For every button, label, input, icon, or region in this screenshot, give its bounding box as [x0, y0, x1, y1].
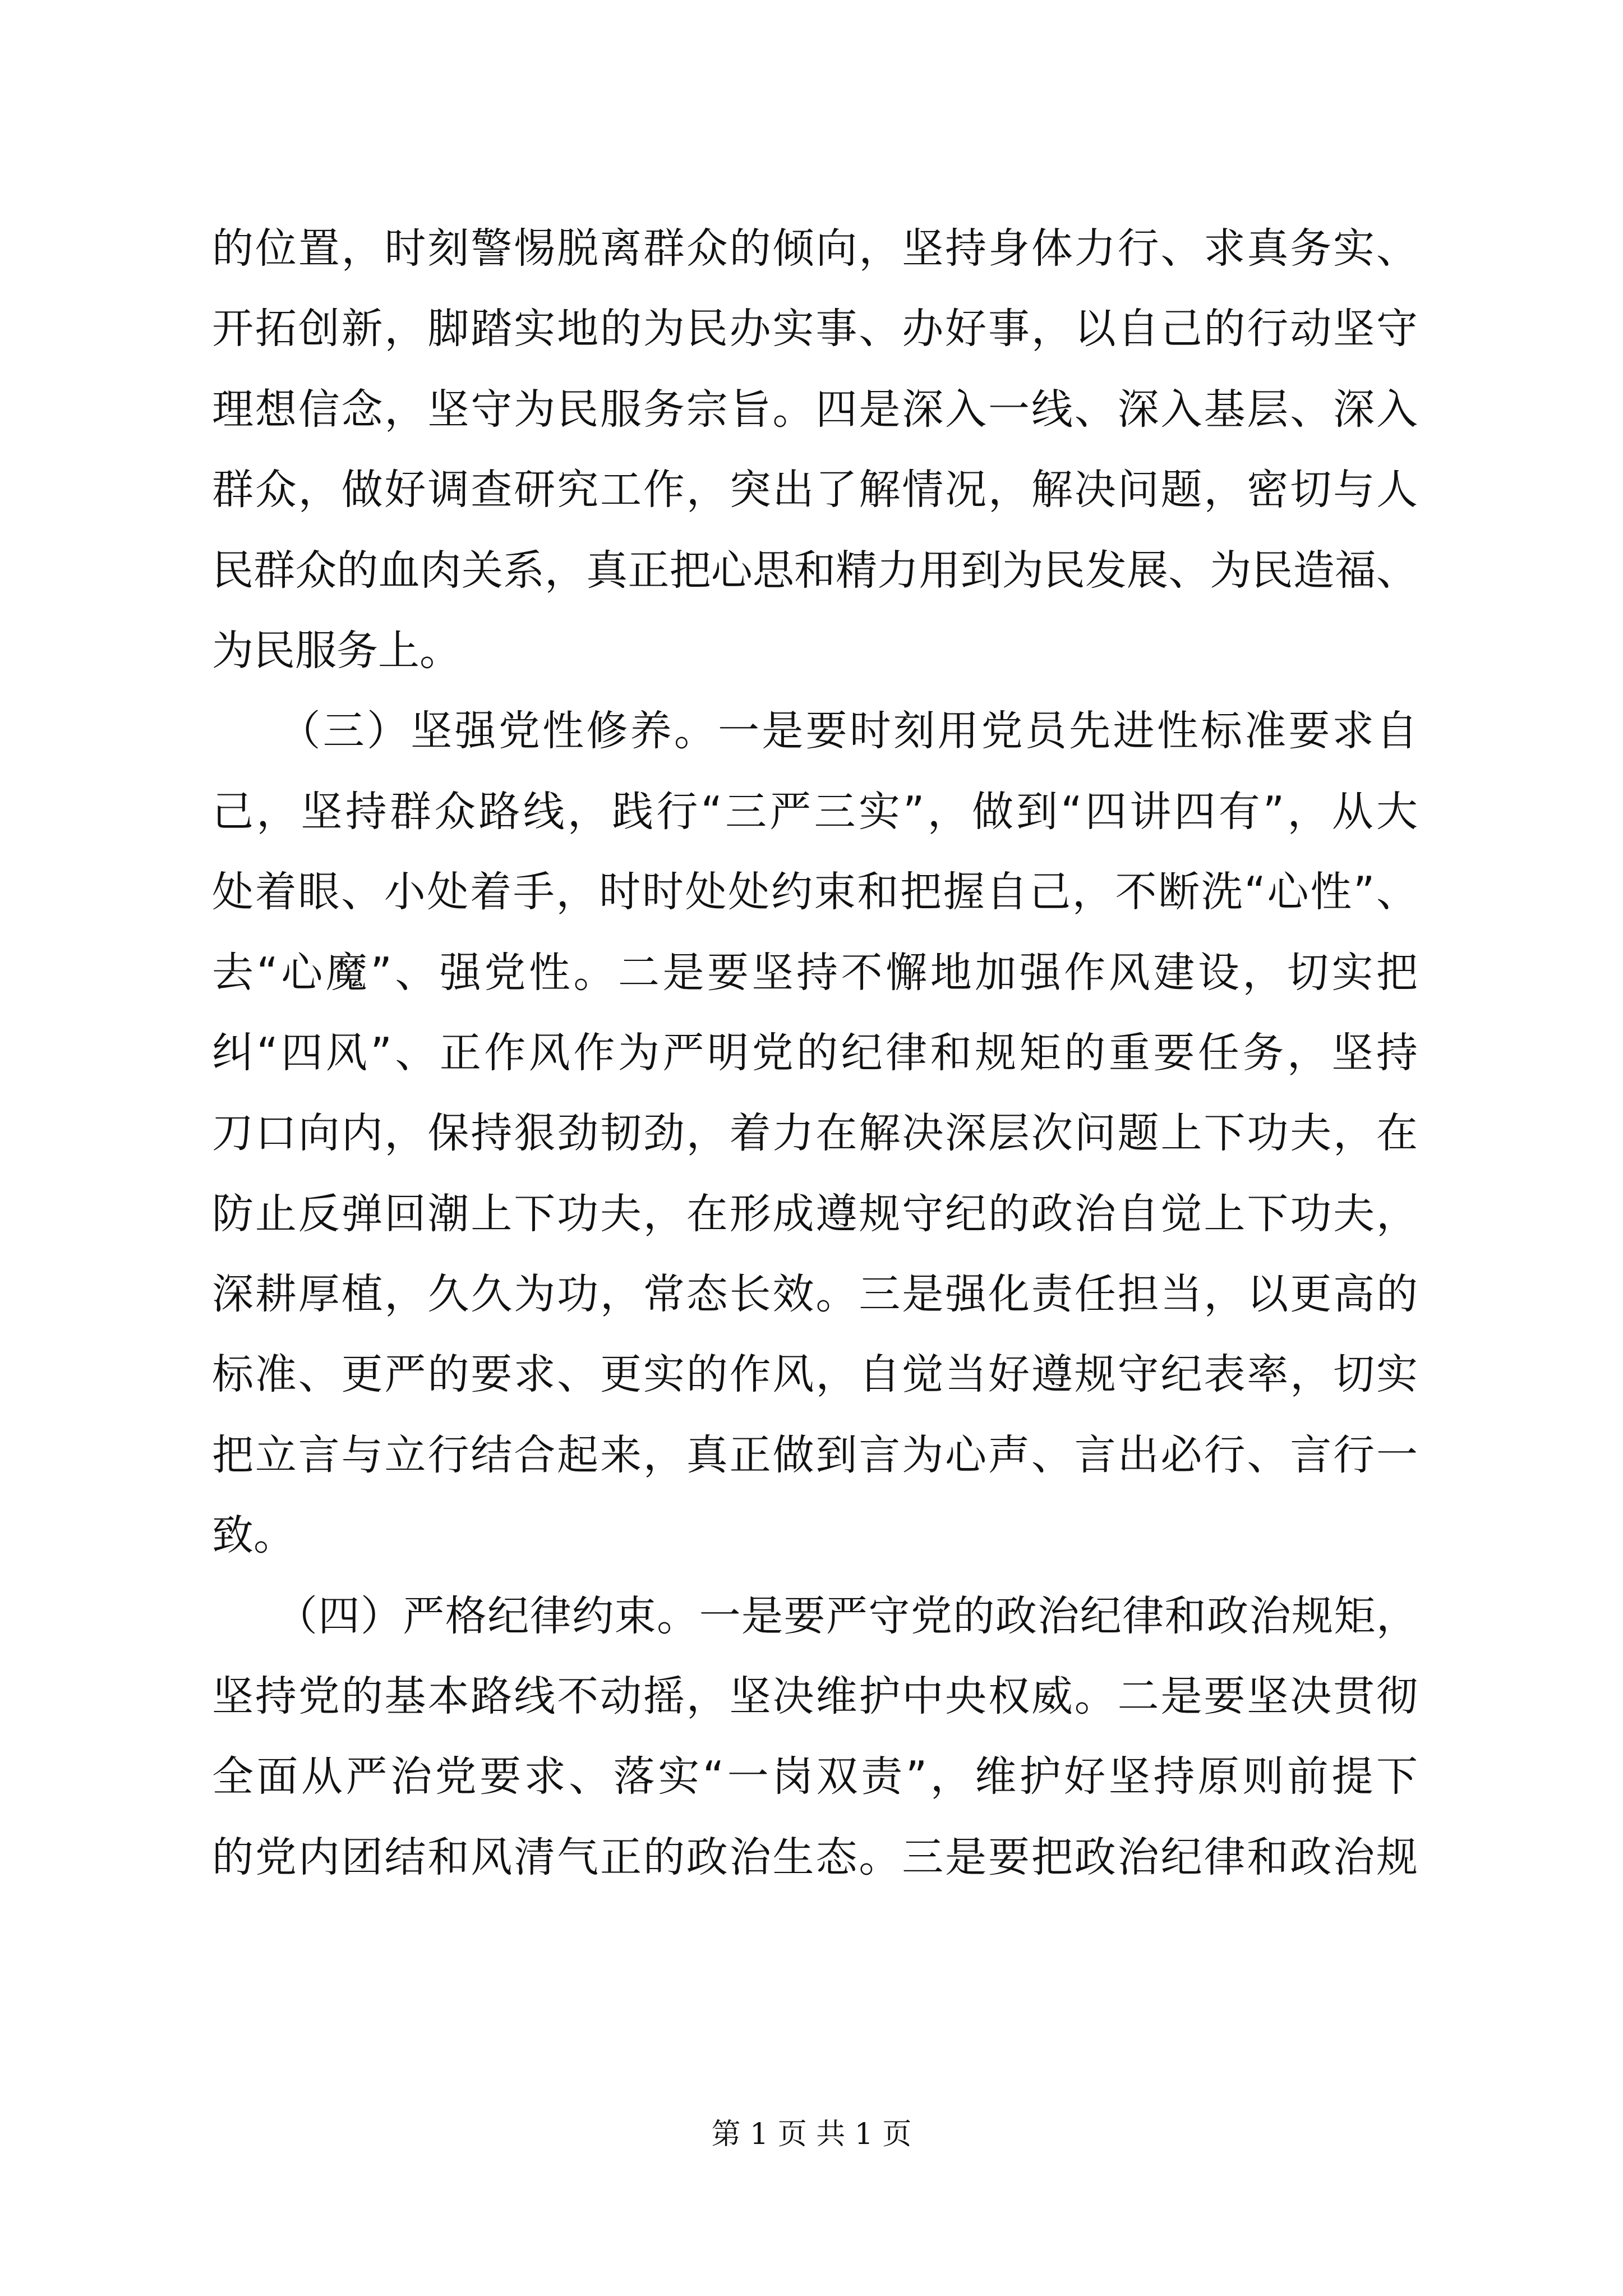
text-line: 纠“四风”、正作风作为严明党的纪律和规矩的重要任务，坚持	[212, 1028, 1418, 1077]
text-line: 全面从严治党要求、落实“一岗双责”，维护好坚持原则前提下	[212, 1752, 1418, 1801]
text-line: 坚持党的基本路线不动摇，坚决维护中央权威。二是要坚决贯彻	[212, 1672, 1418, 1721]
text-line: 民群众的血肉关系，真正把心思和精力用到为民发展、为民造福、	[212, 546, 1418, 595]
text-line: 去“心魔”、强党性。二是要坚持不懈地加强作风建设，切实把	[212, 948, 1418, 997]
text-line: 防止反弹回潮上下功夫，在形成遵规守纪的政治自觉上下功夫，	[212, 1189, 1418, 1238]
text-line: 的位置，时刻警惕脱离群众的倾向，坚持身体力行、求真务实、	[212, 224, 1418, 273]
text-line: 为民服务上。	[212, 626, 461, 675]
text-line: 把立言与立行结合起来，真正做到言为心声、言出必行、言行一	[212, 1430, 1418, 1479]
document-body	[212, 209, 1418, 1898]
text-line: 群众，做好调查研究工作，突出了解情况，解决问题，密切与人	[212, 466, 1418, 514]
text-line: 开拓创新，脚踏实地的为民办实事、办好事，以自己的行动坚守	[212, 305, 1418, 353]
text-line: 刀口向内，保持狠劲韧劲，着力在解决深层次问题上下功夫，在	[212, 1109, 1418, 1158]
page-footer: 第 1 页 共 1 页	[711, 2118, 912, 2151]
text-line: 处着眼、小处着手，时时处处约束和把握自己，不断洗“心性”、	[212, 868, 1418, 917]
text-line: 己，坚持群众路线，践行“三严三实”，做到“四讲四有”，从大	[212, 787, 1418, 836]
text-line: 的党内团结和风清气正的政治生态。三是要把政治纪律和政治规	[212, 1833, 1418, 1881]
text-line: （四）严格纪律约束。一是要严守党的政治纪律和政治规矩，	[212, 1591, 1418, 1640]
text-line: （三）坚强党性修养。一是要时刻用党员先进性标准要求自	[212, 707, 1418, 756]
text-line: 标准、更严的要求、更实的作风，自觉当好遵规守纪表率，切实	[212, 1350, 1418, 1399]
text-line: 理想信念，坚守为民服务宗旨。四是深入一线、深入基层、深入	[212, 385, 1418, 434]
text-line: 深耕厚植，久久为功，常态长效。三是强化责任担当，以更高的	[212, 1270, 1418, 1319]
text-line: 致。	[212, 1511, 295, 1560]
